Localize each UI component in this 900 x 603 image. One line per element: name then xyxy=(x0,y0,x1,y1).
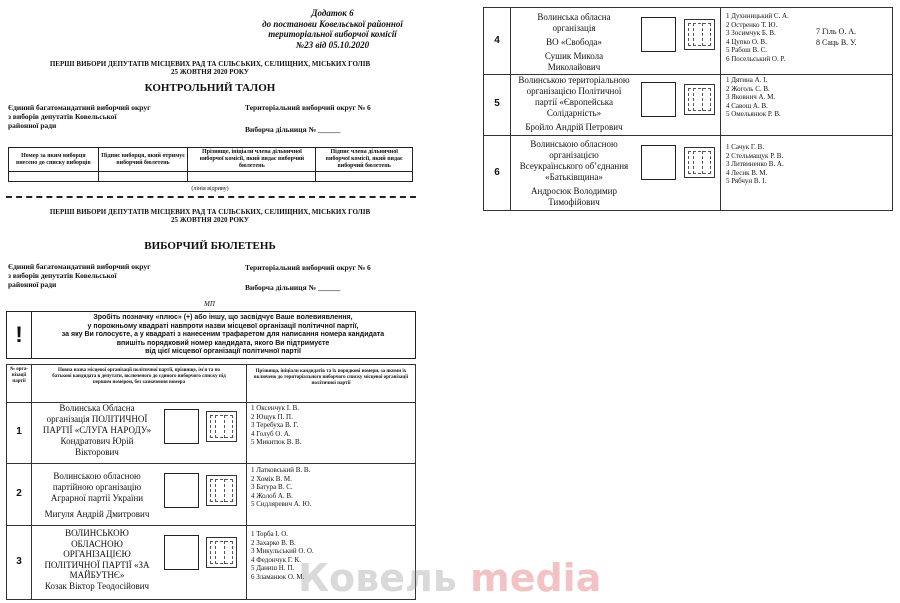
party-name-line: Вікторович xyxy=(75,447,119,457)
party-number: 4 xyxy=(484,8,511,74)
party-name xyxy=(512,75,636,133)
instruction-line-1: Зробіть позначку «плюс» (+) або іншу, що засвідчує Ваше волевиявлення, xyxy=(93,314,353,321)
vote-checkbox[interactable] xyxy=(164,473,199,508)
party-name-line: партії «Європейська xyxy=(534,97,614,107)
ballot-title: ВИБОРЧИЙ БЮЛЕТЕНЬ xyxy=(144,240,276,252)
candidate-item: 1 Оксенчук І. В. xyxy=(251,404,299,412)
candidate-item: 3 Литвиненко В. А. xyxy=(726,160,784,168)
party-name-line: Миколайович xyxy=(547,62,601,72)
party-name-line: «Батьківщина» xyxy=(545,172,603,182)
candidate-item: 5 Рабош В. С. xyxy=(726,46,768,54)
party-name xyxy=(33,403,161,458)
candidate-item: 2 Жоголь С. В. xyxy=(726,84,770,93)
party-row-5 xyxy=(483,73,893,136)
watermark-logo xyxy=(298,556,601,600)
candidate-number-stencil[interactable] xyxy=(684,19,715,50)
elections-title-ballot xyxy=(0,208,420,224)
elections-title-control xyxy=(0,60,420,76)
candidate-item: 4 Савош А. В. xyxy=(726,101,768,110)
party-name-line: ВО «Свобода» xyxy=(546,37,602,47)
control-title: КОНТРОЛЬНИЙ ТАЛОН xyxy=(144,82,276,94)
col-cands-header xyxy=(247,365,415,402)
party-name xyxy=(512,12,636,73)
control-header-3: Прізвище, ініціали члена дільничної виборчої комісії, який видає виборчий бюлетень xyxy=(188,148,316,172)
control-cell-4[interactable] xyxy=(316,172,413,182)
candidate-list xyxy=(726,143,784,186)
appendix-line-2: до постанови Ковельської районної xyxy=(262,18,403,29)
party-name-line: Солідарність» xyxy=(546,108,602,118)
vote-checkbox[interactable] xyxy=(641,82,676,117)
row-divider xyxy=(246,401,247,463)
party-name-line: організацією xyxy=(549,150,599,160)
party-name-line: Волинська обласна xyxy=(537,12,611,22)
col-party-header xyxy=(32,365,247,402)
candidate-list xyxy=(726,76,781,119)
watermark-word-1: Ковель xyxy=(298,556,457,600)
control-header-2: Підпис виборця, який отримує виборчий бюлетень xyxy=(98,148,188,172)
party-number: 1 xyxy=(7,401,32,463)
candidate-item: 2 Стельмащук Р. В. xyxy=(726,151,784,160)
party-row-2 xyxy=(6,463,416,526)
candidate-item: 3 Микульський О. О. xyxy=(251,547,314,555)
candidate-list-extra xyxy=(816,26,857,48)
party-name xyxy=(33,471,161,520)
candidate-item: 5 Сидляревич А. Ю. xyxy=(251,500,312,508)
control-district-right: Територіальний виборчий округ № 6 xyxy=(245,103,371,112)
exclamation-icon: ! xyxy=(7,312,32,358)
col-num-header xyxy=(7,365,32,402)
stamp-label: МП xyxy=(204,300,215,308)
col-party-header-text: Повна назва місцевої організації політичної партії, прізвище, ім'я та по батькові кандидата в депутати, включеного до єдиного виборчого списку під першим номером, без зазначення номера xyxy=(52,368,226,385)
party-name-line: Волинською обласною xyxy=(530,139,618,149)
candidate-item: 7 Гіль О. А. xyxy=(816,27,857,36)
candidate-number-stencil[interactable] xyxy=(684,84,715,115)
elections-title-text: ПЕРШІ ВИБОРИ ДЕПУТАТІВ МІСЦЕВИХ РАД ТА СІЛЬСЬКИХ, СЕЛИЩНИХ, МІСЬКИХ ГОЛІВ xyxy=(49,60,371,68)
instructions-box xyxy=(6,311,416,359)
party-number: 3 xyxy=(7,525,32,599)
party-name xyxy=(512,139,636,208)
control-cell-1[interactable] xyxy=(9,172,99,182)
party-name-line: ВОЛИНСЬКОЮ xyxy=(65,528,129,538)
party-name-line: Аграрної партії України xyxy=(50,493,144,503)
party-name-line: Волинська Обласна xyxy=(59,403,135,413)
candidate-item: 3 Яковнич А. М. xyxy=(726,93,776,101)
instruction-line-3: за яку Ви голосуєте, а у квадраті з нанесеним трафаретом для написання номера кандидата xyxy=(61,331,385,338)
party-name-line: ОБЛАСНОЮ xyxy=(71,538,123,549)
candidate-item: 1 Дятина А. І. xyxy=(726,76,768,84)
party-name-line: Тимофійович xyxy=(548,197,600,207)
party-name-line: Волинською обласною xyxy=(53,471,141,481)
instruction-line-4: впишіть порядковий номер кандидата, якого Ви підтримуєте xyxy=(116,339,330,347)
candidate-item: 2 Остренко Т. Ю. xyxy=(726,20,778,29)
candidate-item: 2 Захарко В. В. xyxy=(251,538,296,547)
party-name-line: Андросюк Володимир xyxy=(531,186,617,196)
candidate-item: 1 Духнницький С. А. xyxy=(726,12,789,20)
party-name-line: МАЙБУТНЄ» xyxy=(69,570,125,580)
party-name-line: організація ПОЛІТИЧНОЇ xyxy=(46,414,148,424)
control-district-left-2: з виборів депутатів Ковельської xyxy=(8,112,117,121)
party-name-line: організацією Політичної xyxy=(526,86,622,96)
party-name-line: ОРГАНІЗАЦІЄЮ xyxy=(63,549,131,559)
candidate-item: 3 Батура В. С. xyxy=(251,483,293,491)
col-cands-header-text: Прізвища, ініціали кандидатів та їх порядкові номери, за якими їх включено до територіального виборчого списку місцевої організації політичної партії xyxy=(253,369,409,386)
instruction-line-5: від цієї місцевої організації політичної партії xyxy=(145,348,301,355)
ballot-elections-title-text: ПЕРШІ ВИБОРИ ДЕПУТАТІВ МІСЦЕВИХ РАД ТА СІЛЬСЬКИХ, СЕЛИЩНИХ, МІСЬКИХ ГОЛІВ xyxy=(49,208,371,216)
candidate-list xyxy=(726,12,789,63)
control-cell-3[interactable] xyxy=(188,172,316,182)
row-divider xyxy=(720,73,721,135)
candidate-item: 5 Рябчун В. І. xyxy=(726,177,767,185)
candidate-item: 3 Зосимчук Б. В. xyxy=(726,29,776,37)
party-name-line: організація xyxy=(552,23,596,33)
party-name-line: Волинською територіальною xyxy=(518,75,630,85)
candidate-number-stencil[interactable] xyxy=(206,411,237,442)
party-name-line: Бройло Андрій Петрович xyxy=(525,122,623,132)
party-row-1 xyxy=(6,401,416,464)
control-precinct: Виборча дільниця № ______ xyxy=(245,125,341,134)
candidate-number-stencil[interactable] xyxy=(206,475,237,506)
control-cell-2[interactable] xyxy=(98,172,188,182)
candidate-item: 4 Цупко О. В. xyxy=(726,37,767,46)
row-divider xyxy=(246,463,247,525)
appendix-header xyxy=(225,8,440,50)
candidate-item: 2 Хомік В. М. xyxy=(251,474,292,483)
candidate-item: 3 Теребуха В. Г. xyxy=(251,421,299,429)
vote-checkbox[interactable] xyxy=(164,409,199,444)
instructions-text xyxy=(33,314,413,357)
party-name-line: партійною організацію xyxy=(52,482,142,492)
vote-checkbox[interactable] xyxy=(641,17,676,52)
party-row-4 xyxy=(483,7,893,75)
party-row-6 xyxy=(483,135,893,211)
candidate-item: 6 Зламанюк О. М. xyxy=(251,572,305,581)
control-table xyxy=(8,147,413,182)
ballot-district-left-1: Єдиний багатомандатний виборчий округ xyxy=(8,262,151,271)
party-number: 6 xyxy=(484,135,511,210)
candidate-list xyxy=(251,466,311,509)
party-name-line: Мигуля Андрій Дмитрович xyxy=(44,509,150,519)
ballot-elections-date-text: 25 ЖОВТНЯ 2020 РОКУ xyxy=(171,216,249,224)
control-header-4: Підпис члена дільничної виборчої комісії, який видає виборчий бюлетень xyxy=(316,148,413,172)
control-header-1: Номер за яким виборця внесено до списку виборців xyxy=(9,148,99,172)
ballot-precinct: Виборча дільниця № ______ xyxy=(245,283,341,292)
candidate-item: 4 Федончук Г. К. xyxy=(251,555,301,564)
party-name-line: Кондратович Юрій xyxy=(60,436,134,446)
row-divider xyxy=(246,525,247,599)
ballot-district-left-2: з виборів депутатів Ковельської xyxy=(8,271,117,280)
row-divider xyxy=(720,135,721,210)
control-district-left-3: районної ради xyxy=(8,121,57,130)
candidate-item: 4 Голуб О. А. xyxy=(251,429,291,438)
party-number: 5 xyxy=(484,73,511,135)
candidate-item: 1 Латковський В. В. xyxy=(251,466,311,474)
party-name-line: ПОЛІТИЧНОЇ ПАРТІЇ «ЗА xyxy=(44,559,150,570)
candidate-number-stencil[interactable] xyxy=(206,537,237,568)
ballot-district-right: Територіальний виборчий округ № 6 xyxy=(245,263,371,272)
candidate-number-stencil[interactable] xyxy=(684,147,715,178)
candidate-list xyxy=(251,404,301,447)
candidate-item: 4 Лесик В. М. xyxy=(726,168,768,177)
party-name-line: Козак Віктор Теодосійович xyxy=(44,580,150,591)
vote-checkbox[interactable] xyxy=(164,535,199,570)
candidate-item: 4 Жолоб А. В. xyxy=(251,491,293,500)
party-name-line: Сушик Микола xyxy=(544,51,604,61)
candidate-item: 6 Посельський О. Р. xyxy=(726,54,786,63)
cut-line xyxy=(6,196,416,198)
elections-date-text: 25 ЖОВТНЯ 2020 РОКУ xyxy=(171,68,249,76)
party-name-line: Всеукраїнського об’єднання xyxy=(519,161,629,171)
party-name xyxy=(33,528,161,591)
candidate-item: 5 Даниш Н. П. xyxy=(251,564,295,572)
candidate-item: 5 Микитюк В. В. xyxy=(251,438,302,446)
candidate-item: 1 Сачук Г. В. xyxy=(726,143,765,151)
instruction-line-2: у порожньому квадраті навпроти назви місцевої організації політичної партії, xyxy=(87,322,359,330)
candidate-item: 5 Омельянюк Р. В. xyxy=(726,110,781,118)
watermark-word-2: media xyxy=(470,556,602,600)
candidate-item: 2 Ющук П. П. xyxy=(251,412,293,421)
control-district-left-1: Єдиний багатомандатний виборчий округ xyxy=(8,103,151,112)
ballot-header-row xyxy=(6,364,416,403)
cut-line-label: (лінія відриву) xyxy=(191,186,229,192)
appendix-line-4: №23 від 05.10.2020 xyxy=(295,39,370,50)
row-divider xyxy=(720,8,721,74)
ballot-district-left-3: районної ради xyxy=(8,280,57,289)
party-number: 2 xyxy=(7,463,32,525)
ballot-district-left xyxy=(8,262,151,289)
appendix-line-1: Додаток 6 xyxy=(311,8,354,18)
col-num-header-text: № орга-нізації партії xyxy=(10,367,28,384)
candidate-item: 1 Торба І. О. xyxy=(251,530,289,538)
control-district-left xyxy=(8,103,151,130)
appendix-line-3: територіальної виборчої комісії xyxy=(268,29,397,39)
party-name-line: ПАРТІЇ «СЛУГА НАРОДУ» xyxy=(42,425,152,435)
vote-checkbox[interactable] xyxy=(641,145,676,180)
candidate-item: 8 Саць В. У. xyxy=(816,38,857,47)
